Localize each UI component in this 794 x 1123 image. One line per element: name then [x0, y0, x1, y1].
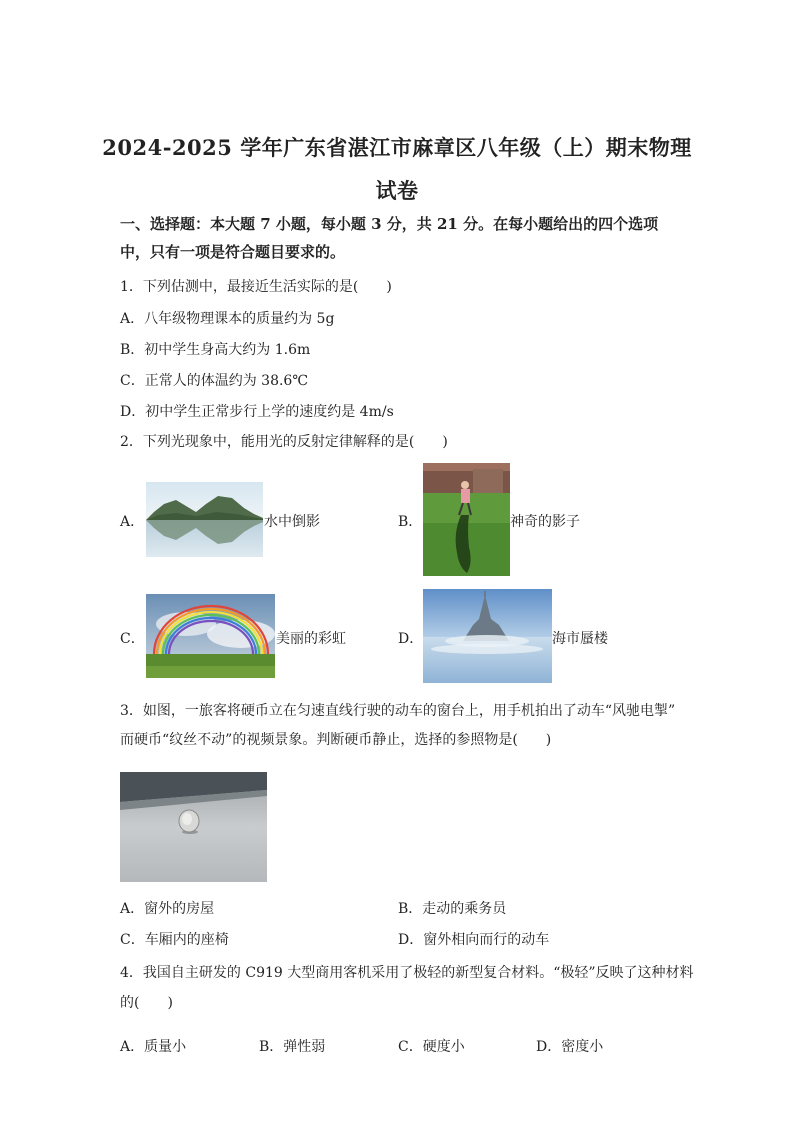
q4-option-b: B．弹性弱 [259, 1039, 326, 1055]
q2-option-a-letter: A． [120, 514, 145, 530]
q4-option-c: C．硬度小 [398, 1039, 465, 1055]
section-heading [120, 210, 680, 266]
q4-stem-line1: 4．我国自主研发的 C919 大型商用客机采用了极轻的新型复合材料。“极轻”反映了这种材料 [120, 965, 694, 981]
mountain-reflection-image [146, 482, 263, 557]
q2-option-c-text: 美丽的彩虹 [276, 631, 346, 647]
q2-stem: 2．下列光现象中，能用光的反射定律解释的是( ) [120, 434, 448, 450]
section-heading-line1: 一、选择题：本大题 7 小题，每小题 3 分，共 21 分。在每小题给出的四个选项 [120, 215, 659, 233]
q2-option-a-text: 水中倒影 [264, 514, 320, 530]
q1-option-a: A．八年级物理课本的质量约为 5g [120, 311, 335, 327]
q4-stem-line2: 的( ) [120, 995, 173, 1011]
q3-option-b: B．走动的乘务员 [398, 901, 507, 917]
q3-option-a: A．窗外的房屋 [120, 901, 215, 917]
q4-option-a: A．质量小 [120, 1039, 187, 1055]
shadow-on-grass-image [423, 463, 510, 576]
exam-title-line1: 2024-2025 学年广东省湛江市麻章区八年级（上）期末物理 [102, 135, 692, 160]
q1-option-b: B．初中学生身高大约为 1.6m [120, 342, 311, 358]
q2-option-d-letter: D． [398, 631, 424, 647]
q4-option-d: D．密度小 [536, 1039, 604, 1055]
q2-option-d-text: 海市蜃楼 [552, 631, 608, 647]
mirage-image [423, 589, 552, 683]
q3-stem-line2: 而硬币“纹丝不动”的视频景象。判断硬币静止，选择的参照物是( ) [120, 732, 552, 748]
section-heading-line2: 中，只有一项是符合题目要求的。 [120, 243, 346, 261]
q3-option-d: D．窗外相向而行的动车 [398, 932, 550, 948]
q1-stem: 1．下列估测中，最接近生活实际的是( ) [120, 279, 392, 295]
coin-on-windowsill-image [120, 772, 267, 882]
q2-option-b-letter: B． [398, 514, 423, 530]
q2-option-b-text: 神奇的影子 [510, 514, 580, 530]
q2-option-c-letter: C． [120, 631, 145, 647]
q3-stem-line1: 3．如图，一旅客将硬币立在匀速直线行驶的动车的窗台上，用手机拍出了动车“风驰电掣” [120, 703, 676, 719]
q1-option-d: D．初中学生正常步行上学的速度约是 4m/s [120, 404, 394, 420]
q1-option-c: C．正常人的体温约为 38.6℃ [120, 373, 308, 389]
q3-option-c: C．车厢内的座椅 [120, 932, 229, 948]
exam-title-line2: 试卷 [375, 178, 419, 203]
rainbow-image [146, 594, 275, 678]
